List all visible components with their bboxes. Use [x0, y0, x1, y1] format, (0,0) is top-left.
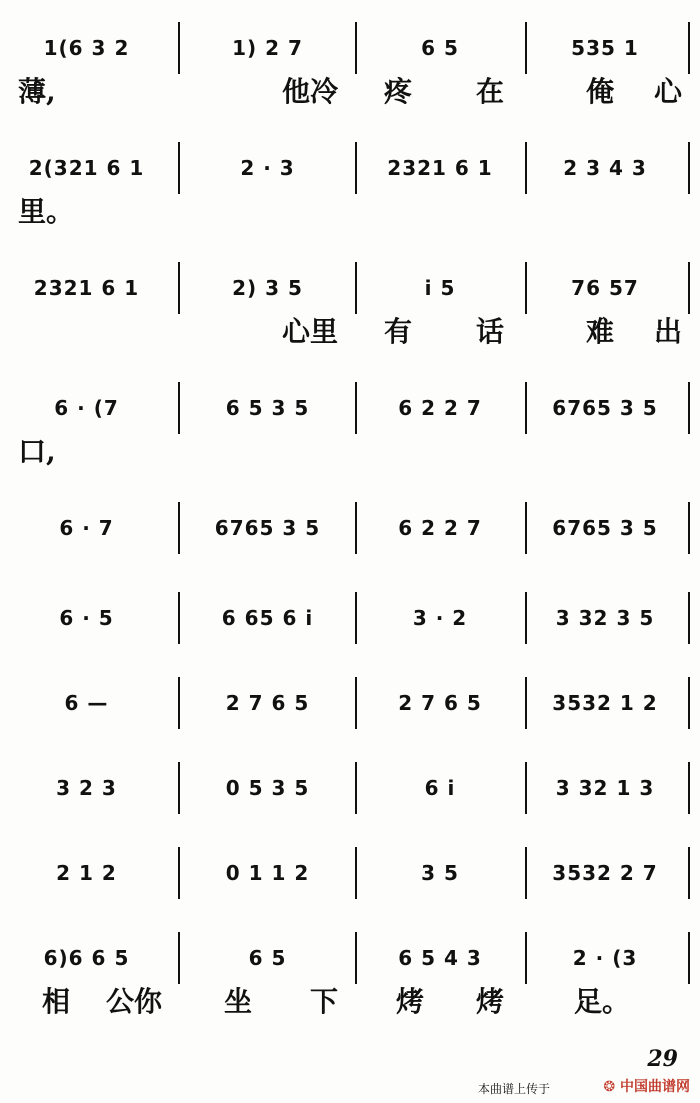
measure: 2 3 4 3 — [563, 156, 647, 180]
bar-line — [355, 847, 357, 899]
lyric-word: 有 — [384, 315, 413, 348]
measure: 3532 1 2 — [552, 691, 658, 715]
lyric-word: 烤 — [476, 985, 505, 1018]
measure: 6765 3 5 — [552, 516, 658, 540]
bar-line — [688, 22, 690, 74]
measure: 2321 6 1 — [387, 156, 493, 180]
lyrics-line — [14, 70, 683, 108]
bar-line — [178, 932, 180, 984]
measure: 6 5 3 5 — [225, 396, 310, 420]
measure: 6 · (7 — [54, 396, 119, 420]
measure: 6 2 2 7 — [398, 396, 482, 420]
measure: 2 7 6 5 — [398, 691, 482, 715]
lyric-word: 里。 — [18, 195, 75, 228]
bar-line — [178, 262, 180, 314]
bar-line — [525, 22, 527, 74]
lyrics-line — [14, 310, 683, 348]
lyrics-line — [14, 430, 674, 466]
bar-line — [688, 847, 690, 899]
lyric-word: 坐 — [224, 985, 253, 1018]
lyric-word: 他冷 — [282, 75, 339, 108]
measure: 535 1 — [571, 36, 639, 60]
measure: 6765 3 5 — [552, 396, 658, 420]
bar-line — [525, 142, 527, 194]
measure: 2(321 6 1 — [28, 156, 145, 180]
measure: 6 5 4 3 — [398, 946, 482, 970]
measure: 2 · (3 — [572, 946, 638, 970]
bar-line — [355, 762, 357, 814]
bar-line — [178, 142, 180, 194]
bar-line — [688, 262, 690, 314]
lyric-word: 口, — [18, 435, 56, 468]
measure: 1) 2 7 — [232, 36, 303, 60]
bar-line — [688, 592, 690, 644]
bar-line — [355, 262, 357, 314]
lyric-word: 下 — [310, 985, 339, 1018]
measure: 3 2 3 — [56, 776, 117, 800]
bar-line — [355, 677, 357, 729]
bar-line — [178, 22, 180, 74]
site-logo-text: 中国曲谱网 — [620, 1079, 690, 1095]
site-logo[interactable] — [603, 1076, 690, 1096]
bar-line — [688, 142, 690, 194]
bar-line — [355, 502, 357, 554]
bar-line — [178, 847, 180, 899]
bar-line — [355, 592, 357, 644]
bar-line — [688, 502, 690, 554]
page-number: 29 — [647, 1046, 678, 1072]
measure: 0 1 1 2 — [225, 861, 310, 885]
measure: 2) 3 5 — [232, 276, 303, 300]
measure: 3 5 — [421, 861, 459, 885]
measure: i 5 — [424, 276, 456, 300]
measure: 2321 6 1 — [33, 276, 140, 300]
bar-line — [355, 22, 357, 74]
lyric-word: 出 — [654, 315, 683, 348]
measure: 6 2 2 7 — [398, 516, 482, 540]
measure: 6 5 — [248, 946, 287, 970]
bar-line — [525, 262, 527, 314]
lyric-word: 烤 — [396, 985, 425, 1018]
bar-line — [178, 677, 180, 729]
bar-line — [178, 502, 180, 554]
site-logo-icon: ❂ — [603, 1079, 616, 1095]
bar-line — [355, 382, 357, 434]
lyric-word: 薄, — [18, 75, 56, 108]
lyric-word: 足。 — [574, 985, 631, 1018]
lyric-word: 难 — [586, 315, 615, 348]
bar-line — [525, 932, 527, 984]
bar-line — [355, 932, 357, 984]
measure: 2 7 6 5 — [225, 691, 310, 715]
bar-line — [525, 677, 527, 729]
bar-line — [525, 502, 527, 554]
measure: 6 65 6 i — [221, 606, 314, 630]
bar-line — [525, 592, 527, 644]
bar-line — [525, 382, 527, 434]
measure: 2 1 2 — [56, 861, 117, 885]
measure: 6 5 — [421, 36, 459, 60]
measure: 6 — — [64, 691, 109, 715]
measure: 1(6 3 2 — [43, 36, 130, 60]
measure: 2 · 3 — [240, 156, 295, 180]
bar-line — [178, 592, 180, 644]
measure: 76 57 — [571, 276, 639, 300]
measure: 6 · 7 — [59, 516, 114, 540]
upload-note: 本曲谱上传于 — [477, 1082, 550, 1096]
lyric-word: 话 — [476, 315, 505, 348]
measure: 0 5 3 5 — [225, 776, 310, 800]
bar-line — [178, 762, 180, 814]
measure: 6 · 5 — [59, 606, 114, 630]
bar-line — [178, 382, 180, 434]
lyric-word: 公你 — [106, 985, 163, 1018]
lyric-word: 心 — [654, 75, 683, 108]
bar-line — [688, 382, 690, 434]
lyric-word: 相 — [42, 985, 71, 1018]
measure: 6)6 6 5 — [43, 946, 130, 970]
lyric-word: 心里 — [282, 315, 339, 348]
measure: 3 · 2 — [412, 606, 468, 630]
measure: 6 i — [424, 776, 456, 800]
measure: 3 32 3 5 — [555, 606, 655, 630]
bar-line — [355, 142, 357, 194]
bar-line — [525, 762, 527, 814]
measure: 3 32 1 3 — [555, 776, 655, 800]
lyrics-line — [14, 980, 674, 1016]
bar-line — [688, 762, 690, 814]
measure: 6765 3 5 — [214, 516, 321, 540]
lyric-word: 在 — [476, 75, 505, 108]
bar-line — [688, 932, 690, 984]
measure: 3532 2 7 — [552, 861, 658, 885]
lyrics-line — [14, 190, 674, 226]
bar-line — [688, 677, 690, 729]
bar-line — [525, 847, 527, 899]
lyric-word: 疼 — [384, 75, 413, 108]
lyric-word: 俺 — [586, 75, 615, 108]
